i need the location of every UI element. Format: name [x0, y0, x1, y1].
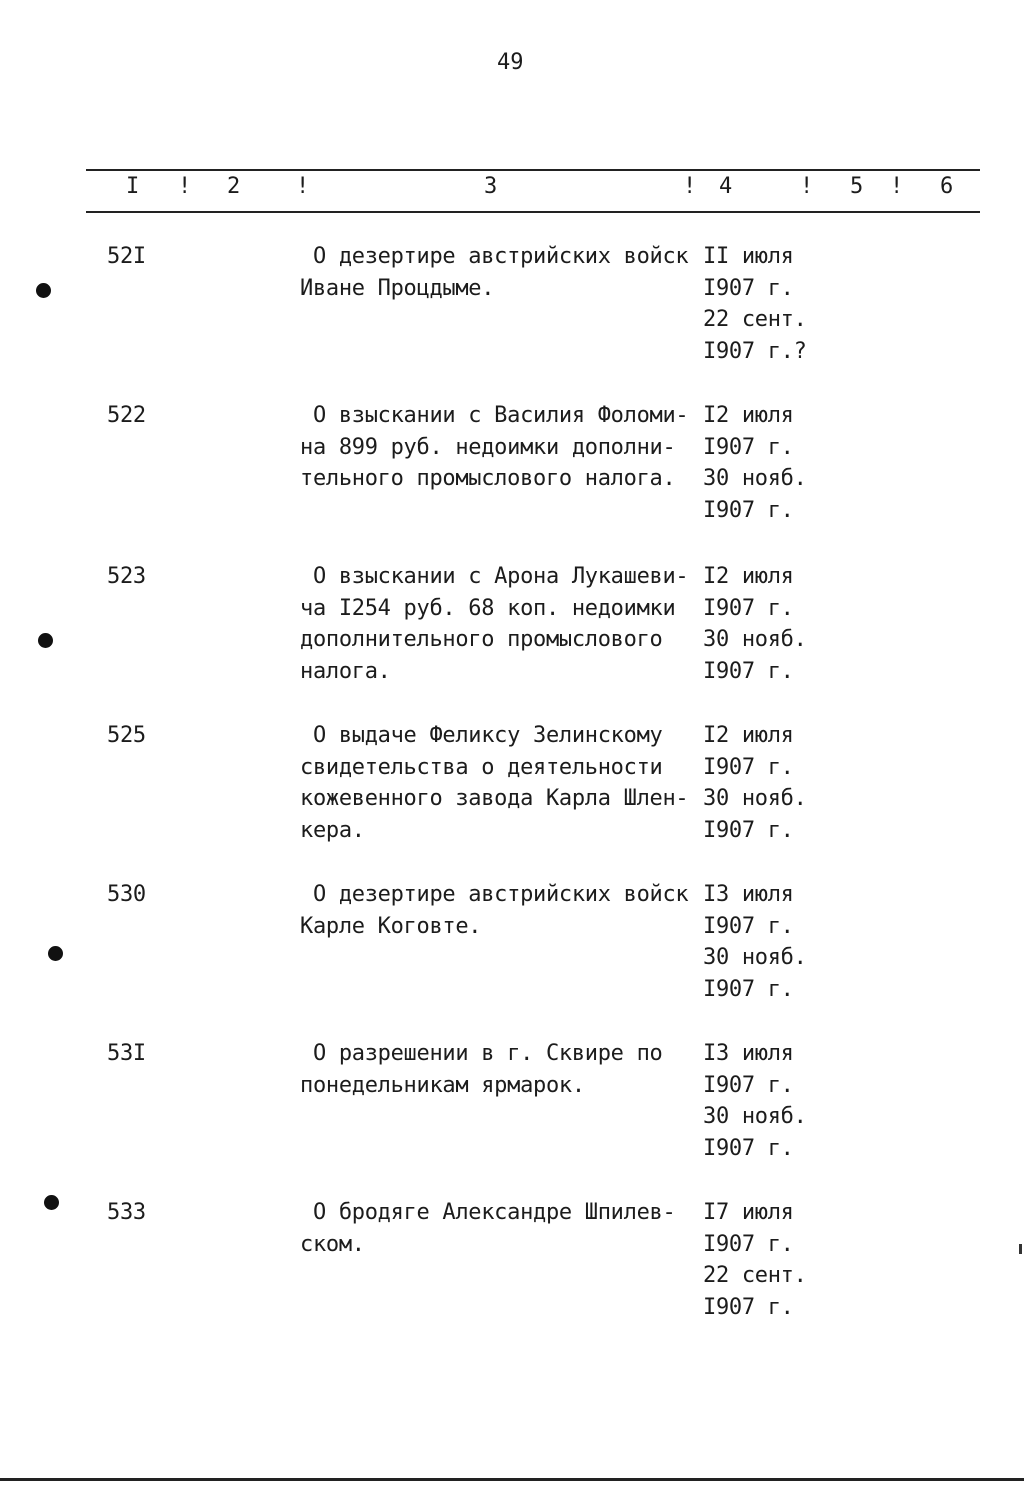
table-row	[0, 720, 1024, 880]
row-number: 530	[107, 882, 146, 907]
header-col-4: 4	[719, 174, 733, 199]
binder-hole-mark	[36, 283, 51, 298]
row-number: 52I	[107, 244, 146, 269]
row-number: 523	[107, 564, 146, 589]
row-dates: I2 июля I907 г. 30 нояб. I907 г.	[703, 564, 807, 684]
row-title: О взыскании с Василия Фоломи- на 899 руб. недоимки дополни- тельного промыслового налога.	[300, 403, 689, 492]
edge-mark	[1019, 1244, 1022, 1254]
row-title: О бродяге Александре Шпилев- ском.	[300, 1200, 676, 1257]
header-separator-5: !	[890, 174, 904, 199]
table-row	[0, 241, 1024, 401]
row-title: О дезертире австрийских войск Карле Коговте.	[300, 882, 689, 939]
row-dates: II июля I907 г. 22 сент. I907 г.?	[703, 244, 807, 364]
row-title: О разрешении в г. Сквире по понедельникам ярмарок.	[300, 1041, 663, 1098]
header-separator-3: !	[683, 174, 697, 199]
header-separator-4: !	[800, 174, 814, 199]
table-row	[0, 1197, 1024, 1357]
row-dates: I2 июля I907 г. 30 нояб. I907 г.	[703, 403, 807, 523]
row-title: О дезертире австрийских войск Иване Процдыме.	[300, 244, 689, 301]
binder-hole-mark	[48, 946, 63, 961]
row-title: О взыскании с Арона Лукашеви- ча I254 руб. 68 коп. недоимки дополнительного промыслового налога.	[300, 564, 689, 684]
page-number: 49	[497, 50, 524, 75]
row-title: О выдаче Феликсу Зелинскому свидетельства о деятельности кожевенного завода Карла Шлен- кера.	[300, 723, 689, 843]
row-number: 533	[107, 1200, 146, 1225]
row-dates: I2 июля I907 г. 30 нояб. I907 г.	[703, 723, 807, 843]
page-bottom-edge	[0, 1478, 1024, 1481]
table-row	[0, 1038, 1024, 1198]
row-dates: I3 июля I907 г. 30 нояб. I907 г.	[703, 882, 807, 1002]
binder-hole-mark	[44, 1195, 59, 1210]
header-separator-2: !	[296, 174, 310, 199]
row-number: 522	[107, 403, 146, 428]
table-header-rule	[86, 211, 980, 213]
header-col-6: 6	[940, 174, 954, 199]
row-number: 525	[107, 723, 146, 748]
table-row	[0, 561, 1024, 721]
header-col-3: 3	[484, 174, 498, 199]
header-separator-1: !	[178, 174, 192, 199]
table-row	[0, 879, 1024, 1039]
header-col-5: 5	[850, 174, 864, 199]
table-row	[0, 400, 1024, 560]
row-dates: I7 июля I907 г. 22 сент. I907 г.	[703, 1200, 807, 1320]
header-col-2: 2	[227, 174, 241, 199]
row-number: 53I	[107, 1041, 146, 1066]
row-dates: I3 июля I907 г. 30 нояб. I907 г.	[703, 1041, 807, 1161]
binder-hole-mark	[38, 633, 53, 648]
header-col-1: I	[126, 174, 140, 199]
table-top-rule	[86, 169, 980, 171]
